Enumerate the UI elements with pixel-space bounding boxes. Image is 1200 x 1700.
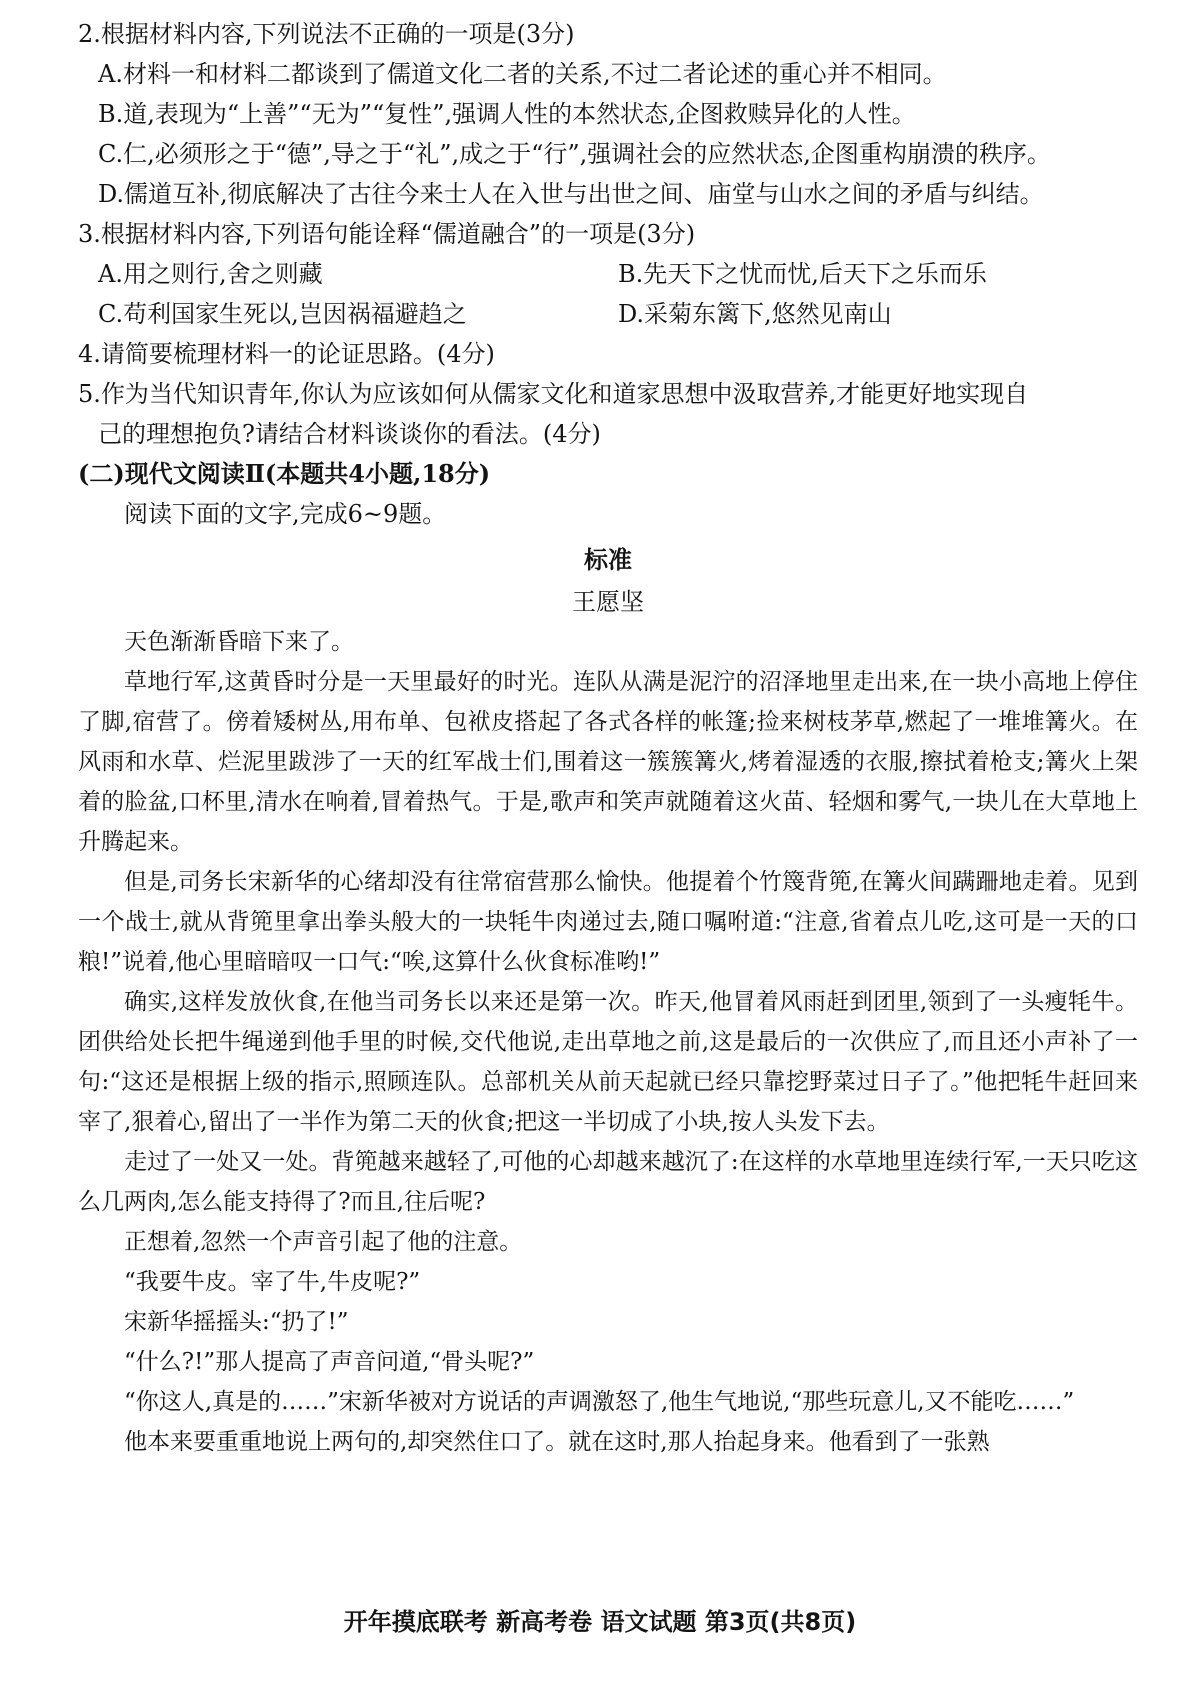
story-paragraph: 确实,这样发放伙食,在他当司务长以来还是第一次。昨天,他冒着风雨赶到团里,领到了一头瘦牦牛。团供给处长把牛绳递到他手里的时候,交代他说,走出草地之前,这是最后的一次供应了,而且还小声补了一句:“这还是根据上级的指示,照顾连队。总部机关从前天起就已经只靠挖野菜过日子了。”他把牦牛赶回来宰了,狠着心,留出了一半作为第二天的伙食;把这一半切成了小块,按人头发下去。 (78, 989, 1138, 1135)
question-3-option-a: A.用之则行,舍之则藏 (98, 260, 323, 288)
page-footer: 开年摸底联考 新高考卷 语文试题 第3页(共8页) (343, 1608, 857, 1636)
question-5-stem-line-2: 己的理想抱负?请结合材料谈谈你的看法。(4分) (98, 420, 601, 448)
story-paragraph: 天色渐渐昏暗下来了。 (124, 629, 354, 655)
page-content (78, 14, 1138, 1462)
question-2-option-c: C.仁,必须形之于“德”,导之于“礼”,成之于“行”,强调社会的应然状态,企图重构崩溃的秩序。 (98, 140, 1051, 168)
story-title: 标准 (584, 545, 632, 574)
section-heading: (二)现代文阅读Ⅱ(本题共4小题,18分) (78, 459, 491, 488)
question-3-option-b: B.先天下之忧而忧,后天下之乐而乐 (618, 260, 987, 288)
question-2-option-d: D.儒道互补,彻底解决了古往今来士人在入世与出世之间、庙堂与山水之间的矛盾与纠结。 (98, 180, 1044, 208)
question-2-option-a: A.材料一和材料二都谈到了儒道文化二者的关系,不过二者论述的重心并不相同。 (98, 60, 947, 88)
story-paragraph: 走过了一处又一处。背篼越来越轻了,可他的心却越来越沉了:在这样的水草地里连续行军,一天只吃这么几两肉,怎么能支持得了?而且,往后呢? (78, 1149, 1138, 1215)
question-5-stem-line-1: 5.作为当代知识青年,你认为应该如何从儒家文化和道家思想中汲取营养,才能更好地实现自 (78, 380, 1029, 408)
story-paragraph: 宋新华摇摇头:“扔了!” (124, 1309, 349, 1335)
story-paragraph: “什么?!”那人提高了声音问道,“骨头呢?” (124, 1349, 535, 1375)
question-3-option-c: C.苟利国家生死以,岂因祸福避趋之 (98, 300, 467, 328)
question-3-option-d: D.采菊东篱下,悠然见南山 (618, 300, 892, 328)
question-3-options-row-2 (78, 294, 1138, 334)
story-author: 王愿坚 (572, 588, 644, 616)
story-paragraph: “我要牛皮。宰了牛,牛皮呢?” (124, 1269, 421, 1295)
story-paragraph: 他本来要重重地说上两句的,却突然住口了。就在这时,那人抬起身来。他看到了一张熟 (124, 1429, 990, 1455)
section-instruction: 阅读下面的文字,完成6~9题。 (124, 500, 447, 528)
story-paragraph: “你这人,真是的……”宋新华被对方说话的声调激怒了,他生气地说,“那些玩意儿,又不能吃……” (124, 1389, 1075, 1415)
question-3-options-row-1 (78, 254, 1138, 294)
story-paragraph: 但是,司务长宋新华的心绪却没有往常宿营那么愉快。他提着个竹篾背篼,在篝火间蹒跚地走着。见到一个战士,就从背篼里拿出拳头般大的一块牦牛肉递过去,随口嘱咐道:“注意,省着点儿吃,这可是一天的口粮!”说着,他心里暗暗叹一口气:“唉,这算什么伙食标准哟!” (78, 869, 1138, 975)
question-3-stem: 3.根据材料内容,下列语句能诠释“儒道融合”的一项是(3分) (78, 220, 696, 248)
story-paragraph: 正想着,忽然一个声音引起了他的注意。 (124, 1229, 523, 1255)
question-2-option-b: B.道,表现为“上善”“无为”“复性”,强调人性的本然状态,企图救赎异化的人性。 (98, 100, 916, 128)
question-4-stem: 4.请简要梳理材料一的论证思路。(4分) (78, 340, 495, 368)
story-paragraph: 草地行军,这黄昏时分是一天里最好的时光。连队从满是泥泞的沼泽地里走出来,在一块小高地上停住了脚,宿营了。傍着矮树丛,用布单、包袱皮搭起了各式各样的帐篷;捡来树枝茅草,燃起了一堆堆篝火。在风雨和水草、烂泥里跋涉了一天的红军战士们,围着这一簇簇篝火,烤着湿透的衣服,擦拭着枪支;篝火上架着的脸盆,口杯里,清水在响着,冒着热气。于是,歌声和笑声就随着这火苗、轻烟和雾气,一块儿在大草地上升腾起来。 (78, 669, 1138, 855)
question-2-stem: 2.根据材料内容,下列说法不正确的一项是(3分) (78, 20, 575, 48)
